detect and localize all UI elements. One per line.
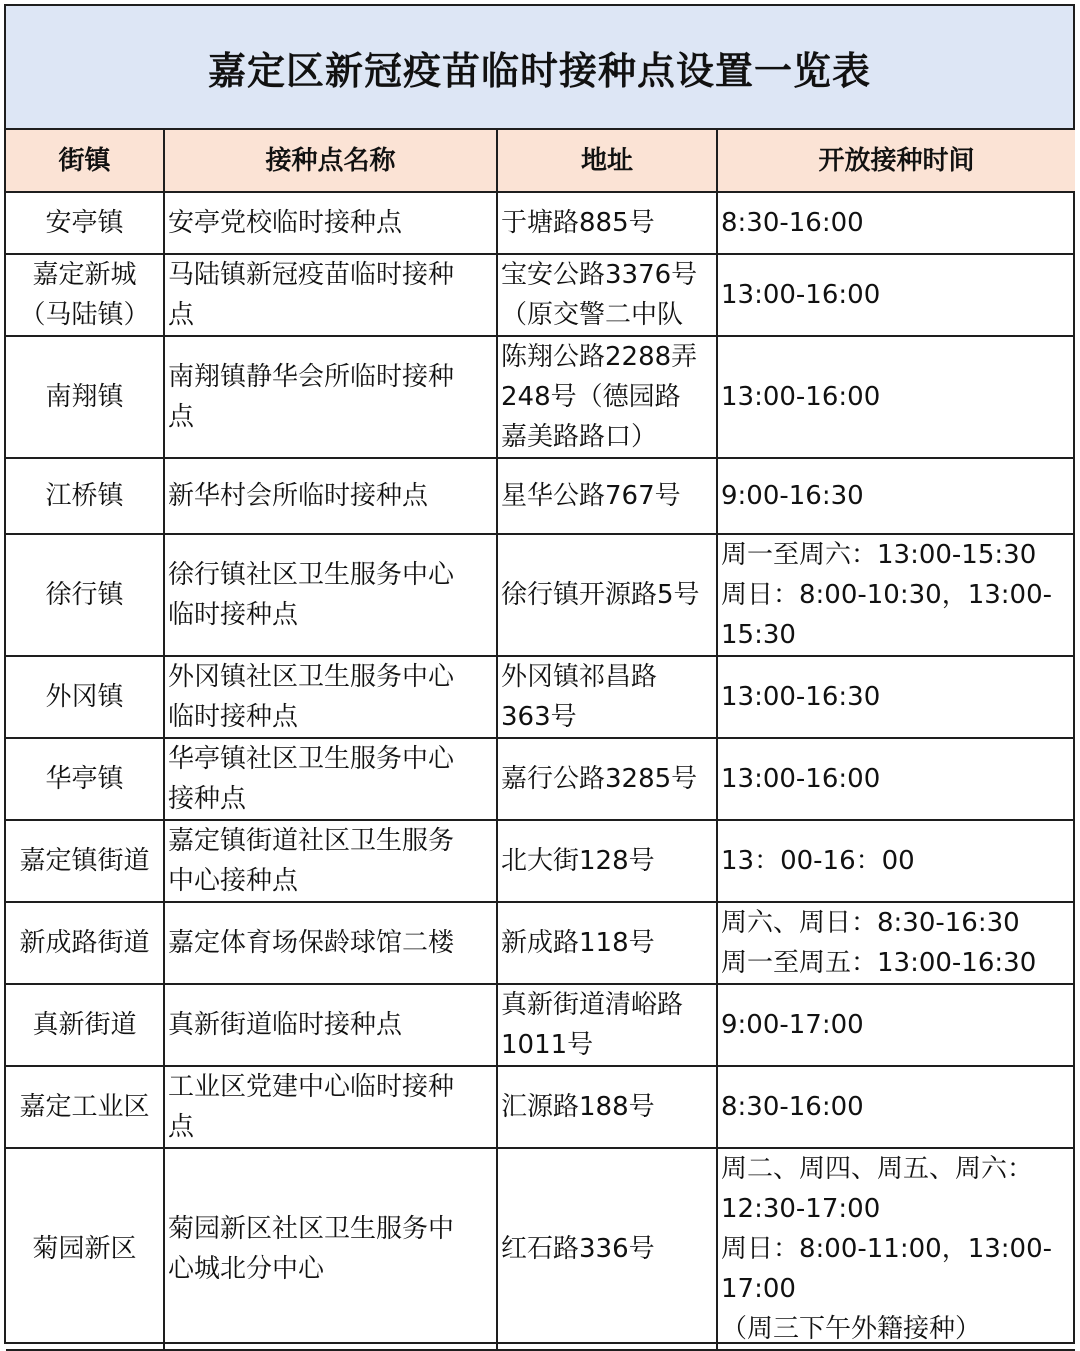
cell-hours: 8:30-16:00: [717, 1066, 1075, 1148]
column-header-address: 地址: [497, 130, 717, 192]
table-row: [6, 254, 1075, 336]
column-header-hours: 开放接种时间: [717, 130, 1075, 192]
cell-town: 嘉定镇街道: [6, 820, 164, 902]
cell-site-name: 外冈镇社区卫生服务中心 临时接种点: [164, 656, 497, 738]
cell-address: 徐行镇开源路5号: [497, 534, 717, 656]
cell-town: 嘉定工业区: [6, 1066, 164, 1148]
cell-site-name: 徐行镇社区卫生服务中心 临时接种点: [164, 534, 497, 656]
cell-address: 汇源路188号: [497, 1066, 717, 1148]
cell-site-name: 嘉定体育场保龄球馆二楼: [164, 902, 497, 984]
cell-hours: 13:00-16:00: [717, 336, 1075, 458]
table-row: [6, 1066, 1075, 1148]
vaccination-sites-table: [6, 130, 1075, 1351]
cell-site-name: 安亭党校临时接种点: [164, 192, 497, 254]
cell-site-name: 嘉定镇街道社区卫生服务 中心接种点: [164, 820, 497, 902]
cell-town: 嘉定新城 （马陆镇）: [6, 254, 164, 336]
cell-site-name: 工业区党建中心临时接种 点: [164, 1066, 497, 1148]
cell-address: 宝安公路3376号 （原交警二中队: [497, 254, 717, 336]
cell-town: 南翔镇: [6, 336, 164, 458]
cell-address: 嘉行公路3285号: [497, 738, 717, 820]
cell-address: 新成路118号: [497, 902, 717, 984]
cell-site-name: 华亭镇社区卫生服务中心 接种点: [164, 738, 497, 820]
cell-town: 江桥镇: [6, 458, 164, 534]
cell-address: 陈翔公路2288弄 248号（德园路 嘉美路路口）: [497, 336, 717, 458]
table-row: [6, 458, 1075, 534]
table-row: [6, 820, 1075, 902]
cell-address: 星华公路767号: [497, 458, 717, 534]
cell-site-name: 真新街道临时接种点: [164, 984, 497, 1066]
cell-hours: 9:00-17:00: [717, 984, 1075, 1066]
cell-hours: 8:30-16:00: [717, 192, 1075, 254]
cell-address: 于塘路885号: [497, 192, 717, 254]
cell-town: 徐行镇: [6, 534, 164, 656]
cell-hours: 13:00-16:00: [717, 738, 1075, 820]
cell-site-name: 马陆镇新冠疫苗临时接种 点: [164, 254, 497, 336]
cell-address: 外冈镇祁昌路 363号: [497, 656, 717, 738]
cell-town: 新成路街道: [6, 902, 164, 984]
cell-hours: 周一至周六：13:00-15:30 周日：8:00-10:30，13:00- 15:30: [717, 534, 1075, 656]
cell-hours: 13：00-16：00: [717, 820, 1075, 902]
cell-address: 北大街128号: [497, 820, 717, 902]
cell-town: 华亭镇: [6, 738, 164, 820]
table-row: [6, 336, 1075, 458]
column-header-town: 街镇: [6, 130, 164, 192]
cell-town: 外冈镇: [6, 656, 164, 738]
cell-address: 红石路336号: [497, 1148, 717, 1350]
page-title: 嘉定区新冠疫苗临时接种点设置一览表: [207, 48, 871, 93]
cell-hours: 13:00-16:30: [717, 656, 1075, 738]
table-row: [6, 1148, 1075, 1350]
title-bar: [6, 6, 1073, 130]
schedule-sheet: [4, 4, 1075, 1344]
cell-hours: 9:00-16:30: [717, 458, 1075, 534]
cell-town: 真新街道: [6, 984, 164, 1066]
cell-town: 安亭镇: [6, 192, 164, 254]
cell-site-name: 新华村会所临时接种点: [164, 458, 497, 534]
table-row: [6, 902, 1075, 984]
table-header-row: [6, 130, 1075, 192]
table-row: [6, 534, 1075, 656]
cell-hours: 周六、周日：8:30-16:30 周一至周五：13:00-16:30: [717, 902, 1075, 984]
table-row: [6, 984, 1075, 1066]
cell-address: 真新街道清峪路 1011号: [497, 984, 717, 1066]
cell-site-name: 菊园新区社区卫生服务中 心城北分中心: [164, 1148, 497, 1350]
table-row: [6, 738, 1075, 820]
column-header-site-name: 接种点名称: [164, 130, 497, 192]
cell-site-name: 南翔镇静华会所临时接种 点: [164, 336, 497, 458]
table-row: [6, 192, 1075, 254]
cell-town: 菊园新区: [6, 1148, 164, 1350]
cell-hours: 周二、周四、周五、周六： 12:30-17:00 周日：8:00-11:00，13:00- 17:00 （周三下午外籍接种）: [717, 1148, 1075, 1350]
cell-hours: 13:00-16:00: [717, 254, 1075, 336]
table-row: [6, 656, 1075, 738]
